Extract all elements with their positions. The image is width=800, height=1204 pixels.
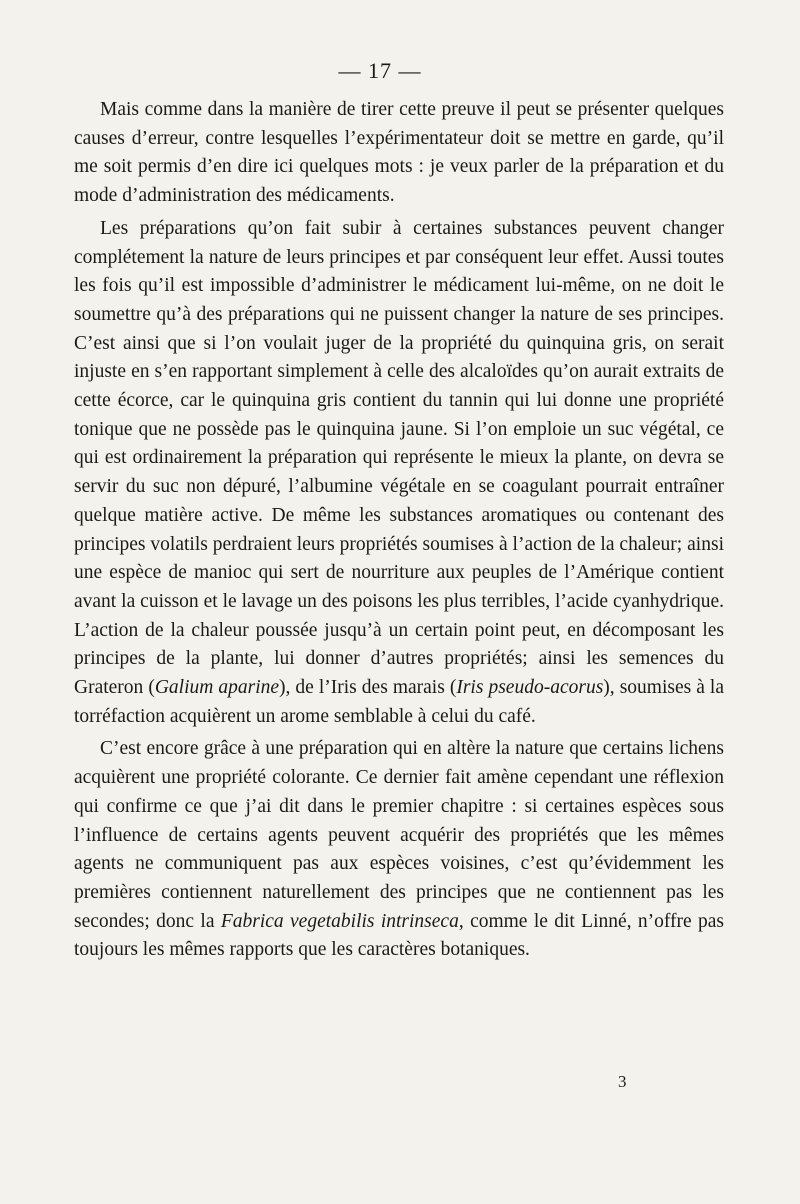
paragraph bbox=[74, 735, 724, 965]
text-run: ), soumises à la torréfaction acquièrent un arome semblable à celui du café. bbox=[74, 677, 724, 727]
text-run: Mais comme dans la manière de tirer cette preuve il peut se présenter quelques causes d’erreur, contre lesquelles l’expérimentateur doit se mettre en garde, qu’il me soit permis d’en dire ici quelques mots : je veux parler de la préparation et du mode d’administration des médicaments. bbox=[74, 99, 724, 207]
text-run: C’est encore grâce à une préparation qui en altère la nature que certains lichens acquièrent une propriété colorante. Ce dernier fait amène cependant une réflexion qui confirme ce que j’ai dit dans le premier chapitre : si certaines espèces sous l’influence de certains agents peuvent acquérir des propriétés que les mêmes agents ne communiquent pas aux espèces voisines, c’est qu’évidemment les premières contiennent naturellement des principes que ne contiennent pas les secondes; donc la bbox=[74, 738, 724, 932]
italic-term: Fabrica vegetabilis intrinseca bbox=[220, 910, 459, 932]
text-run: ), de l’Iris des marais ( bbox=[279, 677, 457, 699]
italic-term: Galium aparine bbox=[154, 677, 280, 699]
text-run: Les préparations qu’on fait subir à certaines substances peuvent changer complétement la nature de leurs principes et par conséquent leur effet. Aussi toutes les fois qu’il est impossible d’administrer le médicament lui-même, on ne doit le soumettre qu’à des préparations qui ne puissent changer la nature de ses principes. C’est ainsi que si l’on voulait juger de la propriété du quinquina gris, on serait injuste en s’en rapportant simplement à celle des alcaloïdes qu’on aurait extraits de cette écorce, car le quinquina gris contient du tannin qui lui donne une propriété tonique que ne possède pas le quinquina jaune. Si l’on emploie un suc végétal, ce qui est ordinairement la préparation qui représente le mieux la plante, on devra se servir du suc non dépuré, l’albumine végétale en se coagulant pourrait entraîner quelque matière active. De même les substances aromatiques ou contenant des principes volatils perdraient leurs propriétés soumises à l’action de la chaleur; ainsi une espèce de manioc qui sert de nourriture aux peuples de l’Amérique contient avant la cuisson et le lavage un des poisons les plus terribles, l’acide cyanhydrique. L’action de la chaleur poussée jusqu’à un certain point peut, en décomposant les principes de la plante, lui donner d’autres propriétés; ainsi les semences du Grateron ( bbox=[74, 217, 724, 699]
italic-term: Iris pseudo-acorus bbox=[456, 677, 604, 699]
text-run: , comme le dit Linné, n’offre pas toujours les mêmes rapports que les caractères botaniques. bbox=[74, 910, 724, 961]
paragraph bbox=[74, 215, 724, 732]
page-number: — 17 — bbox=[338, 58, 422, 83]
paragraph bbox=[74, 96, 724, 211]
signature-mark: 3 bbox=[618, 1072, 627, 1091]
body-text bbox=[74, 96, 724, 965]
